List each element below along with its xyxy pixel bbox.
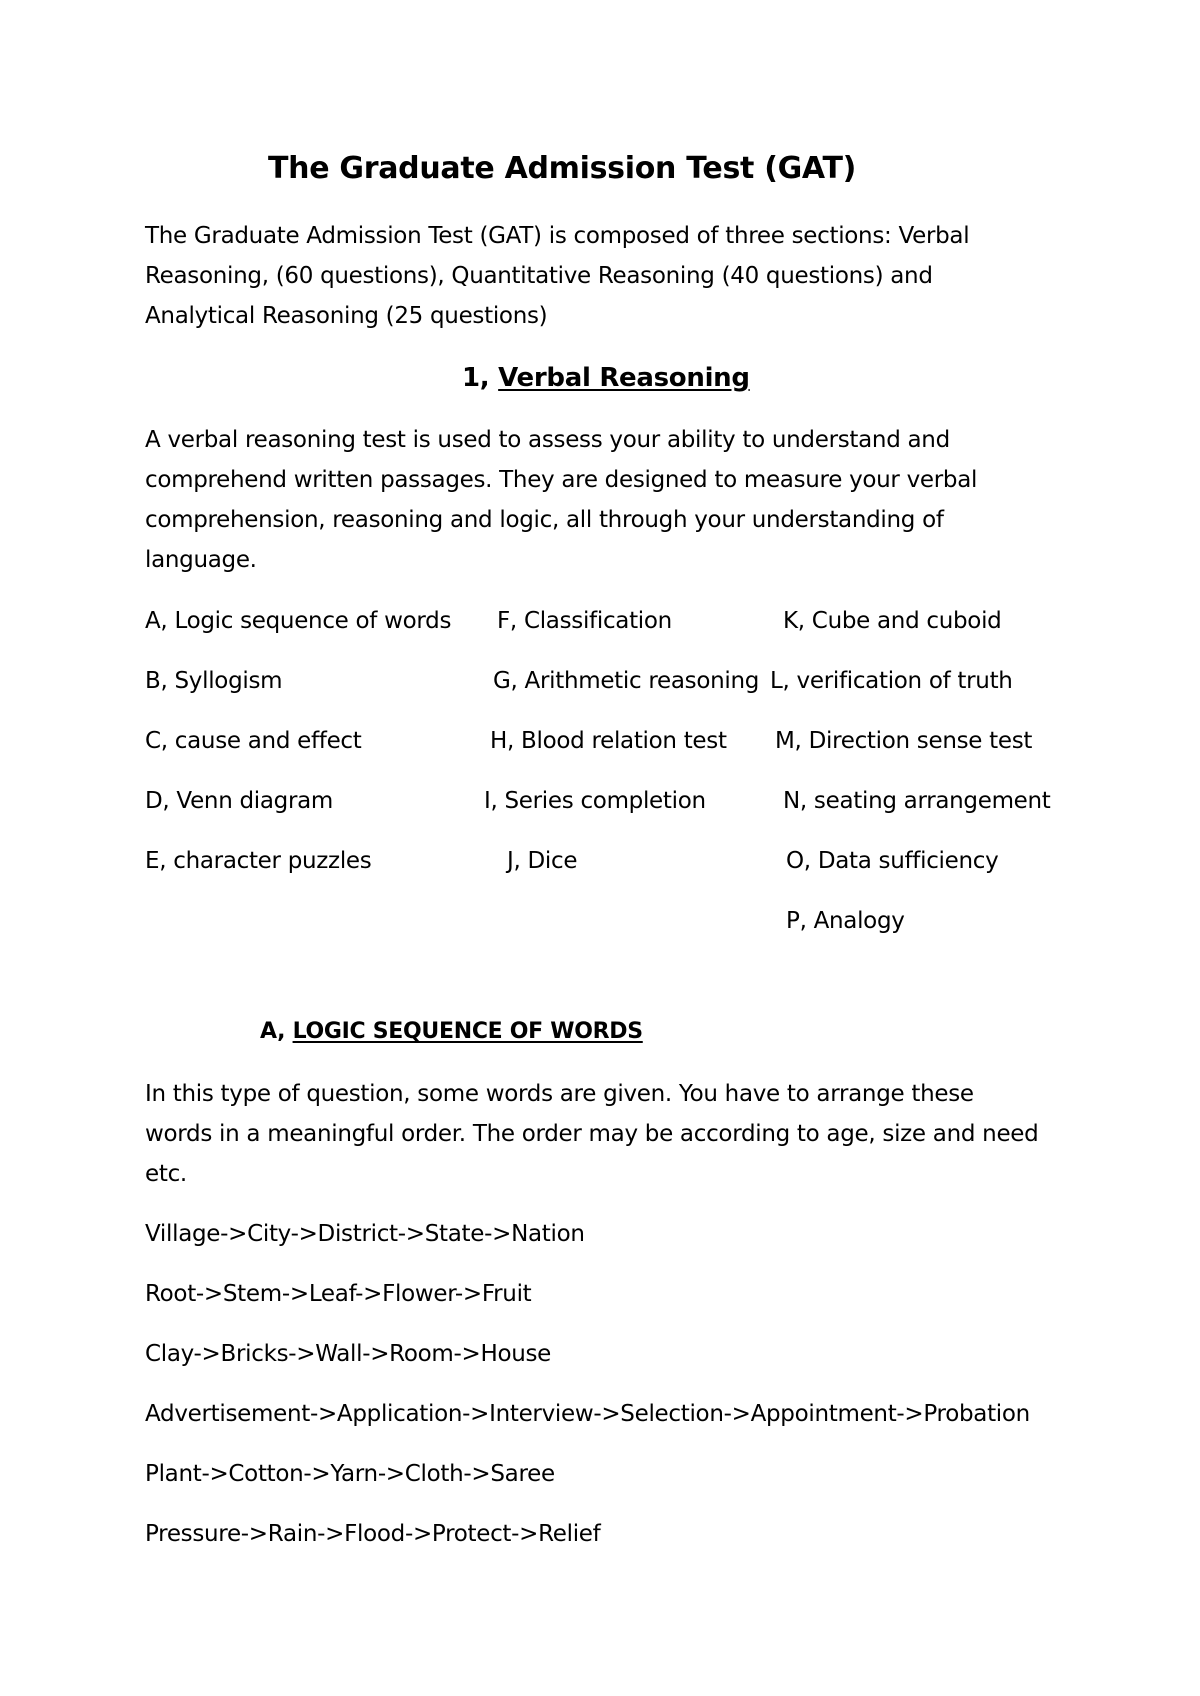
example-sequence: Clay->Bricks->Wall->Room->House [145, 1341, 552, 1367]
logic-desc-line-1: In this type of question, some words are given. You have to arrange these [145, 1081, 974, 1107]
topic-item: C, cause and effect [145, 728, 362, 754]
example-sequence: Advertisement->Application->Interview->Selection->Appointment->Probation [145, 1401, 1030, 1427]
subsection-heading-logic-sequence [260, 1012, 643, 1052]
topic-item: L, verification of truth [770, 668, 1013, 694]
topic-item: K, Cube and cuboid [783, 608, 1002, 634]
topic-item: M, Direction sense test [775, 728, 1033, 754]
example-sequence: Village->City->District->State->Nation [145, 1221, 585, 1247]
example-sequence: Pressure->Rain->Flood->Protect->Relief [145, 1521, 601, 1547]
verbal-desc-line-1: A verbal reasoning test is used to assess your ability to understand and [145, 427, 950, 453]
subsection-prefix: A, [260, 1019, 286, 1044]
topic-item: I, Series completion [484, 788, 706, 814]
verbal-desc-line-4: language. [145, 547, 257, 573]
logic-desc-line-3: etc. [145, 1161, 187, 1187]
topic-item: J, Dice [507, 848, 578, 874]
logic-desc-line-2: words in a meaningful order. The order may be according to age, size and need [145, 1121, 1039, 1147]
topic-item: P, Analogy [786, 908, 905, 934]
section-heading-verbal-reasoning [462, 358, 750, 398]
document-title: The Graduate Admission Test (GAT) [268, 151, 857, 186]
verbal-desc-line-2: comprehend written passages. They are designed to measure your verbal [145, 467, 978, 493]
verbal-desc-line-3: comprehension, reasoning and logic, all through your understanding of [145, 507, 944, 533]
section-title: Verbal Reasoning [498, 363, 750, 393]
example-sequence: Plant->Cotton->Yarn->Cloth->Saree [145, 1461, 555, 1487]
intro-line-2: Reasoning, (60 questions), Quantitative Reasoning (40 questions) and [145, 263, 933, 289]
intro-line-3: Analytical Reasoning (25 questions) [145, 303, 548, 329]
example-sequence: Root->Stem->Leaf->Flower->Fruit [145, 1281, 532, 1307]
topic-item: N, seating arrangement [783, 788, 1051, 814]
topic-item: H, Blood relation test [490, 728, 727, 754]
intro-line-1: The Graduate Admission Test (GAT) is composed of three sections: Verbal [145, 223, 970, 249]
topic-item: E, character puzzles [145, 848, 372, 874]
section-number: 1, [462, 363, 490, 393]
topic-item: O, Data sufficiency [786, 848, 999, 874]
topic-item: A, Logic sequence of words [145, 608, 452, 634]
subsection-title: LOGIC SEQUENCE OF WORDS [292, 1019, 643, 1044]
topic-item: F, Classification [497, 608, 672, 634]
topic-item: D, Venn diagram [145, 788, 334, 814]
topic-item: B, Syllogism [145, 668, 283, 694]
topic-item: G, Arithmetic reasoning [493, 668, 760, 694]
